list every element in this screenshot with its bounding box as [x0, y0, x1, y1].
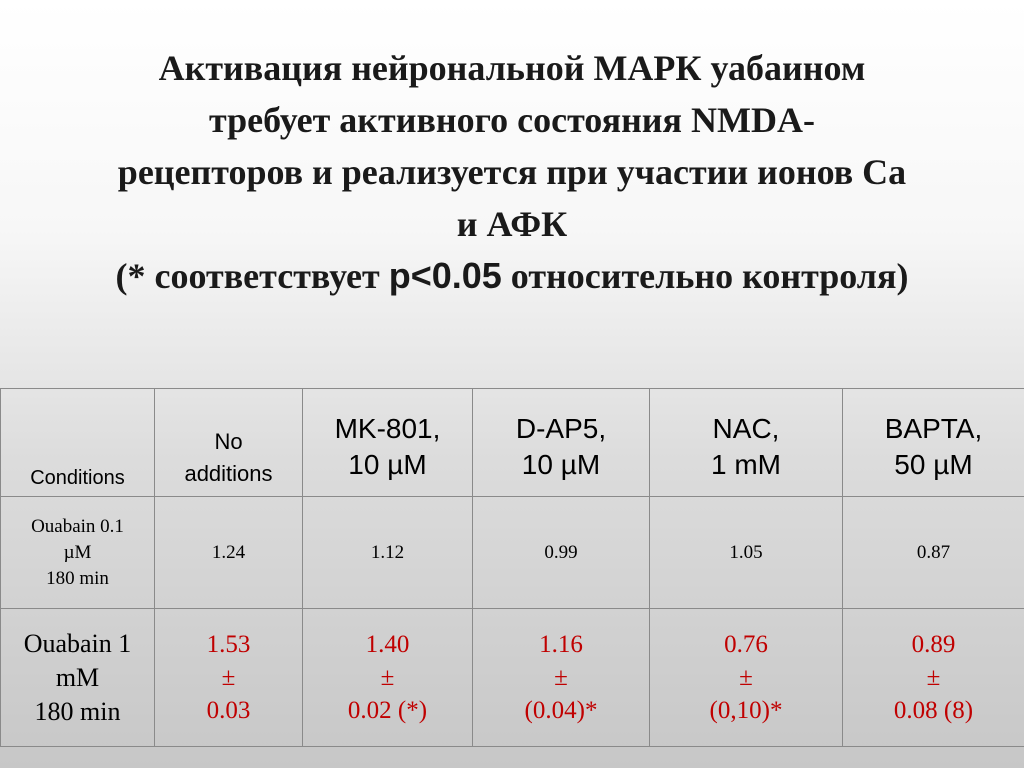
header-line: 1 mM [711, 449, 781, 480]
condition-line: mM [55, 662, 100, 692]
significant-value-cell [473, 609, 650, 747]
condition-cell [1, 609, 155, 747]
significant-value-cell [155, 609, 303, 747]
significant-value-cell [303, 609, 473, 747]
note-prefix: (* соответствует [115, 256, 389, 296]
header-dap5 [473, 389, 650, 497]
table-row-ouabain-1 [1, 609, 1024, 747]
title-line-1: Активация нейрональной МАРК уабаином [158, 48, 866, 88]
condition-cell [1, 497, 155, 609]
header-mk801 [303, 389, 473, 497]
note-suffix: относительно контроля) [501, 256, 909, 296]
condition-line: Ouabain 0.1 [31, 515, 124, 537]
title-line-2: требует активного состояния NMDA- [209, 100, 815, 140]
title-line-3: рецепторов и реализуется при участии ионов Са [117, 152, 907, 192]
header-line: MK-801, [334, 413, 441, 444]
error-value: 0.08 (8) [893, 697, 974, 724]
condition-line: µM [63, 541, 92, 563]
mean-value: 0.89 [911, 631, 956, 658]
mean-value: 1.53 [206, 631, 251, 658]
table-row-ouabain-0-1 [1, 497, 1024, 609]
error-value: 0.03 [206, 697, 251, 724]
header-line: BAPTA, [884, 413, 983, 444]
value-cell: 0.87 [843, 497, 1024, 609]
significance-note [0, 250, 1024, 302]
header-line: NAC, [712, 413, 780, 444]
plus-minus: ± [739, 664, 753, 691]
condition-line: 180 min [46, 567, 109, 589]
value-cell: 0.99 [473, 497, 650, 609]
header-line: No [214, 429, 243, 454]
table-header-row [1, 389, 1024, 497]
mean-value: 0.76 [724, 631, 768, 658]
plus-minus: ± [380, 664, 395, 691]
error-value: (0.04)* [524, 697, 598, 724]
plus-minus: ± [221, 664, 236, 691]
value-cell: 1.05 [650, 497, 843, 609]
header-line: D-AP5, [515, 413, 607, 444]
mean-value: 1.40 [365, 631, 410, 658]
header-line: 10 µM [348, 449, 427, 480]
condition-line: 180 min [34, 696, 121, 726]
header-line: 10 µM [521, 449, 601, 480]
condition-line: Ouabain 1 [23, 628, 132, 658]
plus-minus: ± [554, 664, 568, 691]
error-value: (0,10)* [709, 697, 783, 724]
mean-value: 1.16 [539, 631, 583, 658]
error-value: 0.02 (*) [347, 697, 428, 724]
value-cell: 1.24 [155, 497, 303, 609]
header-nac [650, 389, 843, 497]
title-line-4: и АФК [456, 204, 568, 244]
significant-value-cell [650, 609, 843, 747]
note-p-value: p<0.05 [388, 255, 502, 296]
header-bapta [843, 389, 1024, 497]
plus-minus: ± [926, 664, 941, 691]
significant-value-cell [843, 609, 1024, 747]
header-conditions: Conditions [1, 389, 155, 497]
slide-title [0, 42, 1024, 302]
header-no-additions [155, 389, 303, 497]
header-line: 50 µM [894, 449, 973, 480]
results-table [0, 388, 1024, 747]
value-cell: 1.12 [303, 497, 473, 609]
header-line: additions [184, 461, 273, 486]
